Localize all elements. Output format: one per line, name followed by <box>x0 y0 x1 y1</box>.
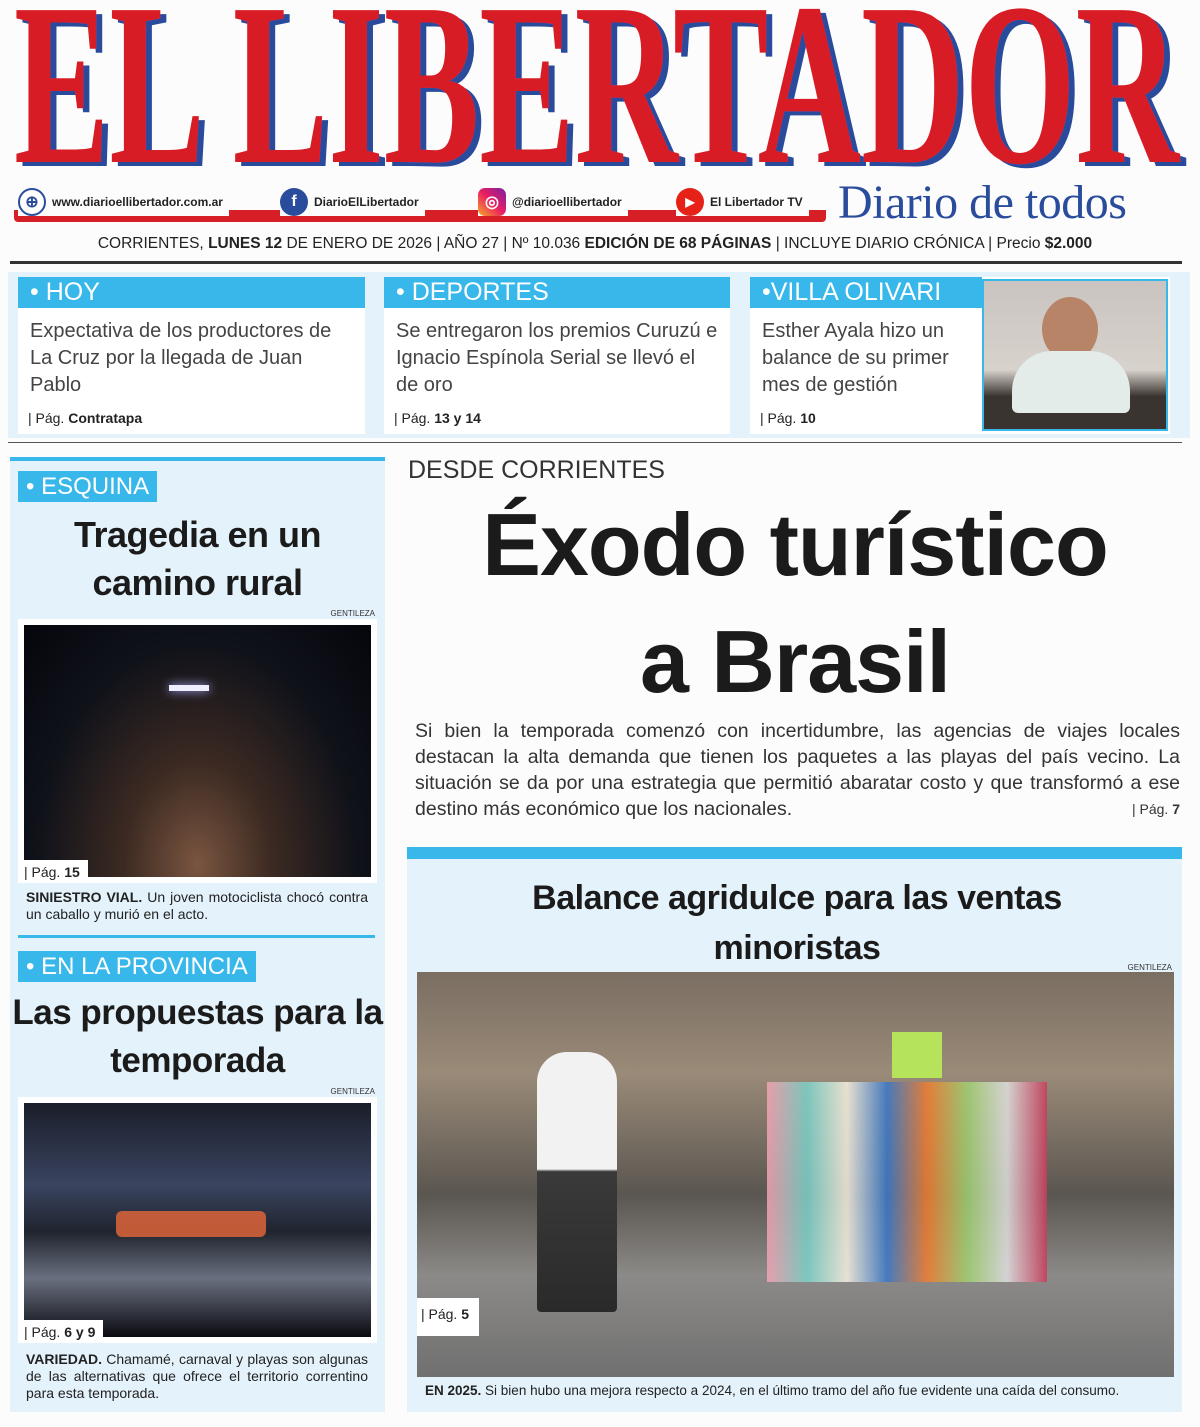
photo-caption: VARIEDAD. Chamamé, carnaval y playas son algunas de las alternativas que ofrece el territorio correntino para esta temporada. <box>26 1351 368 1401</box>
section-label: •VILLA OLIVARI <box>750 277 982 308</box>
divider <box>10 261 1182 264</box>
page-ref: | Pág. 10 <box>760 410 816 426</box>
main-headline-line2[interactable]: a Brasil <box>640 612 950 711</box>
globe-icon: ⊕ <box>18 188 46 216</box>
section-label: • HOY <box>18 277 365 308</box>
page-ref: | Pág. 6 y 9 <box>18 1320 103 1343</box>
pedestrian-shape <box>537 1052 617 1312</box>
divider <box>8 442 1182 443</box>
page-ref: | Pág. Contratapa <box>28 410 143 426</box>
sale-sign-shape <box>892 1032 942 1078</box>
top-box-villa-olivari[interactable] <box>750 277 1170 434</box>
clothes-rack-shape <box>767 1082 1047 1282</box>
page-ref: | Pág. 13 y 14 <box>394 410 481 426</box>
photo-credit: GENTILEZA <box>330 609 375 618</box>
dateline: CORRIENTES, LUNES 12 DE ENERO DE 2026 | AÑO 27 | Nº 10.036 EDICIÓN DE 68 PÁGINAS | INCLUYE DIARIO CRÓNICA | Precio $2.000 <box>97 235 1093 252</box>
page-ref: | Pág. 5 <box>417 1298 479 1336</box>
tagline: Diario de todos <box>838 176 1127 229</box>
section-label: • ESQUINA <box>18 471 157 502</box>
social-links <box>18 188 823 224</box>
photo-credit: GENTILEZA <box>1127 963 1172 972</box>
top-box-hoy[interactable] <box>18 277 365 434</box>
instagram-icon: ◎ <box>478 188 506 216</box>
blouse-shape <box>1012 351 1130 413</box>
light-shape <box>169 685 209 691</box>
story-headline[interactable]: Tragedia en un camino rural <box>73 514 322 603</box>
top-box-deportes[interactable] <box>384 277 730 434</box>
section-label: • EN LA PROVINCIA <box>18 951 256 982</box>
masthead-logo <box>0 0 1200 180</box>
story-headline[interactable]: Las propuestas para la temporada <box>12 993 383 1080</box>
story-photo <box>18 619 377 883</box>
story-headline[interactable]: Balance agridulce para las ventas minoristas <box>532 879 1062 967</box>
headline: Se entregaron los premios Curuzú e Ignacio Espínola Serial se llevó el de oro <box>396 320 718 396</box>
photo-credit: GENTILEZA <box>330 1087 375 1096</box>
stage-sign-shape <box>116 1211 266 1237</box>
social-website[interactable]: ⊕ www.diarioellibertador.com.ar <box>18 188 229 216</box>
social-facebook[interactable]: f DiarioElLibertador <box>280 188 425 216</box>
story-photo <box>18 1097 377 1343</box>
main-body <box>415 718 1180 822</box>
story-photo <box>417 972 1174 1377</box>
headline: Esther Ayala hizo un balance de su primer mes de gestión <box>762 320 949 396</box>
portrait-photo <box>982 279 1168 431</box>
facebook-icon: f <box>280 188 308 216</box>
left-column <box>10 457 385 1412</box>
social-youtube[interactable]: ▶ El Libertador TV <box>676 188 809 216</box>
section-label: • DEPORTES <box>384 277 730 308</box>
page-ref: | Pág. 15 <box>18 860 88 883</box>
masthead-title: EL LIBERTADOR <box>14 0 1181 180</box>
second-story <box>407 847 1182 1412</box>
youtube-icon: ▶ <box>676 188 704 216</box>
main-kicker: DESDE CORRIENTES <box>408 456 665 484</box>
divider <box>18 935 375 938</box>
main-headline-line1[interactable]: Éxodo turístico <box>482 495 1108 594</box>
main-body-text: Si bien la temporada comenzó con incertidumbre, las agencias de viajes locales destacan la alta demanda que tienen los paquetes a las playas del país vecino. La situación se da por una estrategia que permitió abaratar costo y que transformó a ese destino más económico que los nacionales. <box>415 720 1180 820</box>
social-instagram[interactable]: ◎ @diarioellibertador <box>478 188 628 216</box>
headline: Expectativa de los productores de La Cruz por la llegada de Juan Pablo <box>30 320 332 396</box>
photo-caption: EN 2025. Si bien hubo una mejora respecto a 2024, en el último tramo del año fue evidente una caída del consumo. <box>425 1383 1120 1398</box>
photo-caption: SINIESTRO VIAL. Un joven motociclista chocó contra un caballo y murió en el acto. <box>26 889 368 922</box>
page-ref: | Pág. 7 <box>1131 801 1180 817</box>
